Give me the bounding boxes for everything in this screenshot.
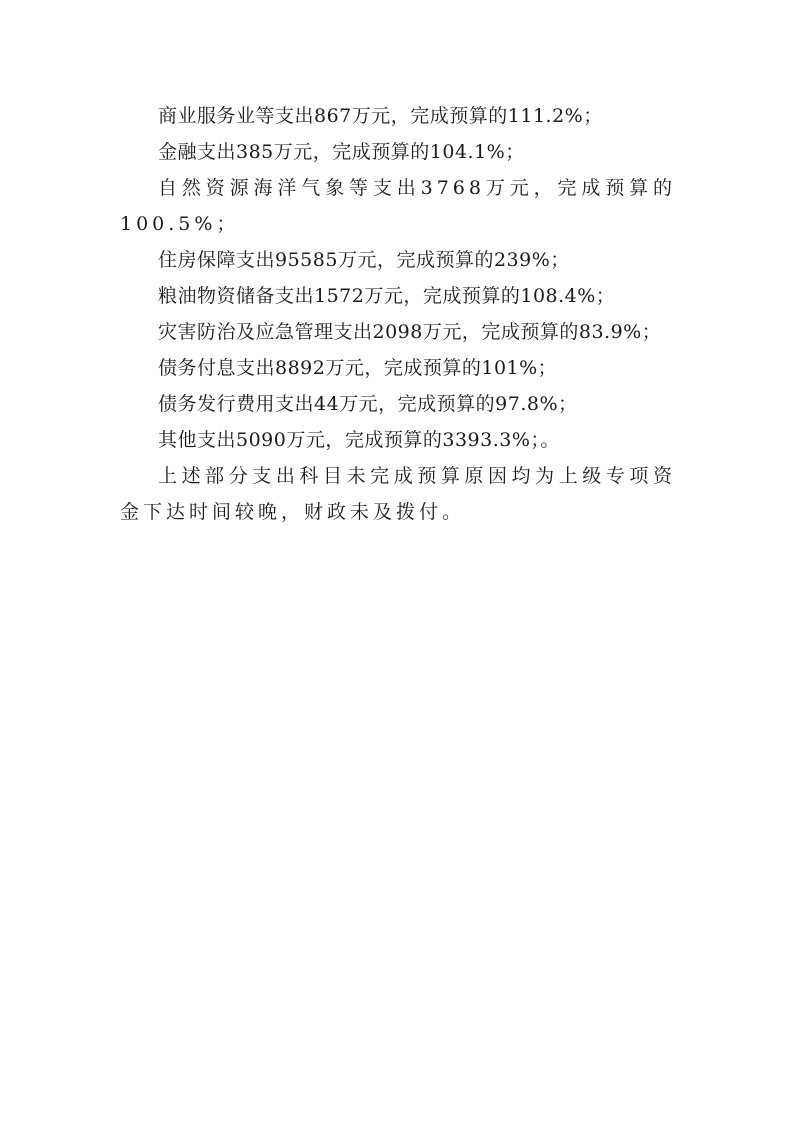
paragraph-debt-issuance: 债务发行费用支出44万元，完成预算的97.8%； bbox=[158, 393, 578, 415]
paragraph-finance: 金融支出385万元，完成预算的104.1%； bbox=[158, 141, 525, 163]
paragraph-housing: 住房保障支出95585万元，完成预算的239%； bbox=[158, 249, 570, 271]
paragraph-natural-resources: 自然资源海洋气象等支出3768万元，完成预算的100.5%； bbox=[120, 177, 676, 235]
paragraph-debt-interest: 债务付息支出8892万元，完成预算的101%； bbox=[158, 357, 558, 379]
document-body bbox=[120, 98, 676, 530]
paragraph-disaster-prevention: 灾害防治及应急管理支出2098万元，完成预算的83.9%； bbox=[158, 321, 662, 343]
paragraph-commerce-services: 商业服务业等支出867万元，完成预算的111.2%； bbox=[158, 105, 603, 127]
paragraph-grain-reserves: 粮油物资储备支出1572万元，完成预算的108.4%； bbox=[158, 285, 616, 307]
paragraph-other: 其他支出5090万元，完成预算的3393.3%；。 bbox=[158, 429, 560, 451]
paragraph-explanation: 上述部分支出科目未完成预算原因均为上级专项资金下达时间较晚，财政未及拨付。 bbox=[120, 465, 676, 523]
